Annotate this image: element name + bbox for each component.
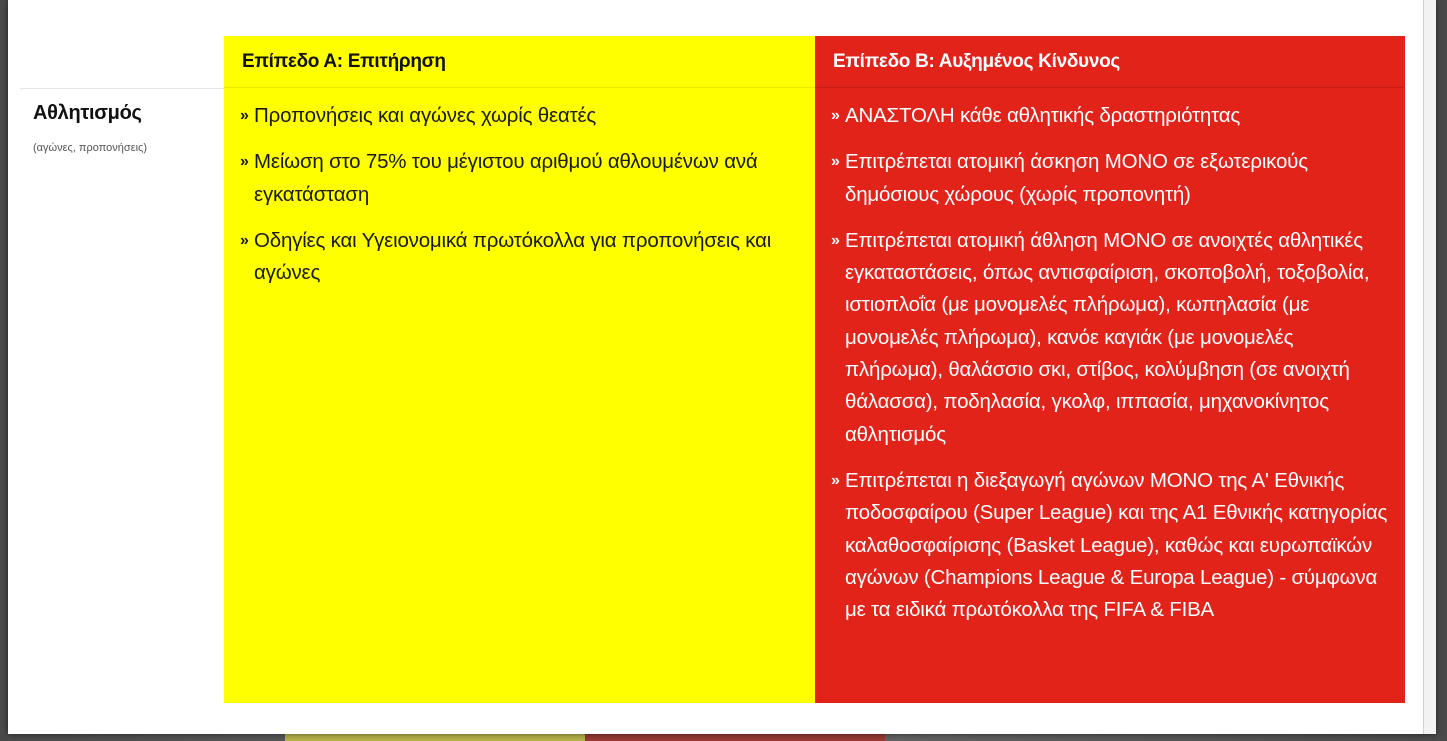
bullet-icon: »	[240, 153, 249, 171]
document-sheet	[8, 0, 1436, 734]
row-title: Αθλητισμός	[33, 102, 142, 124]
bullet-icon: »	[831, 471, 840, 489]
list-item-text: Μείωση στο 75% του μέγιστου αριθμού αθλουμένων ανά εγκατάσταση	[254, 150, 758, 206]
level-b-header: Επίπεδο Β: Αυξημένος Κίνδυνος	[815, 36, 1405, 88]
sheet-scroll-edge	[1423, 0, 1436, 734]
level-b-list	[831, 100, 1395, 640]
list-item	[240, 146, 805, 211]
list-item-text: Οδηγίες και Υγειονομικά πρωτόκολλα για προπονήσεις και αγώνες	[254, 228, 772, 285]
row-subtitle: (αγώνες, προπονήσεις)	[33, 142, 148, 154]
list-item	[831, 465, 1395, 626]
list-item-text: Προπονήσεις και αγώνες χωρίς θεατές	[254, 104, 597, 127]
list-item	[831, 100, 1395, 132]
empty-header-cell	[20, 36, 224, 89]
measures-table	[20, 36, 1405, 703]
bullet-icon: »	[831, 231, 840, 249]
list-item-text: Επιτρέπεται η διεξαγωγή αγώνων ΜΟΝΟ της Α' Εθνικής ποδοσφαίρου (Super League) και της Α1 Εθνικής κατηγορίας καλαθοσφαίρισης (Basket League), καθώς και ευρωπαϊκών αγώνων (Champions League & Europa League) - σύμφωνα με τα ειδικά πρωτόκολλα της FIFA & FIBA	[845, 468, 1388, 622]
level-b-column	[815, 36, 1405, 703]
level-a-header: Επίπεδο Α: Επιτήρηση	[224, 36, 815, 88]
list-item	[831, 146, 1395, 211]
list-item-text: Επιτρέπεται ατομική άθληση ΜΟΝΟ σε ανοιχτές αθλητικές εγκαταστάσεις, όπως αντισφαίριση, σκοποβολή, τοξοβολία, ιστιοπλοΐα (με μονομελές πλήρωμα), κωπηλασία (με μονομελές πλήρωμα), κανόε καγιάκ (με μονομελές πλήρωμα), θαλάσσιο σκι, στίβος, κολύμβηση (σε ανοιχτή θάλασσα), ποδηλασία, γκολφ, ιππασία, μηχανοκίνητος αθλητισμός	[845, 228, 1370, 446]
bullet-icon: »	[831, 107, 840, 124]
row-label-column	[20, 36, 224, 703]
list-item	[831, 225, 1395, 451]
bullet-icon: »	[831, 153, 840, 171]
list-item	[240, 225, 805, 290]
bullet-icon: »	[240, 107, 249, 124]
list-item-text: Επιτρέπεται ατομική άσκηση ΜΟΝΟ σε εξωτερικούς δημόσιους χώρους (χωρίς προπονητή)	[845, 150, 1308, 206]
list-item-text: ΑΝΑΣΤΟΛΗ κάθε αθλητικής δραστηριότητας	[845, 104, 1241, 127]
bullet-icon: »	[240, 231, 249, 249]
level-a-column	[224, 36, 815, 703]
level-a-list	[240, 100, 805, 303]
list-item	[240, 100, 805, 132]
